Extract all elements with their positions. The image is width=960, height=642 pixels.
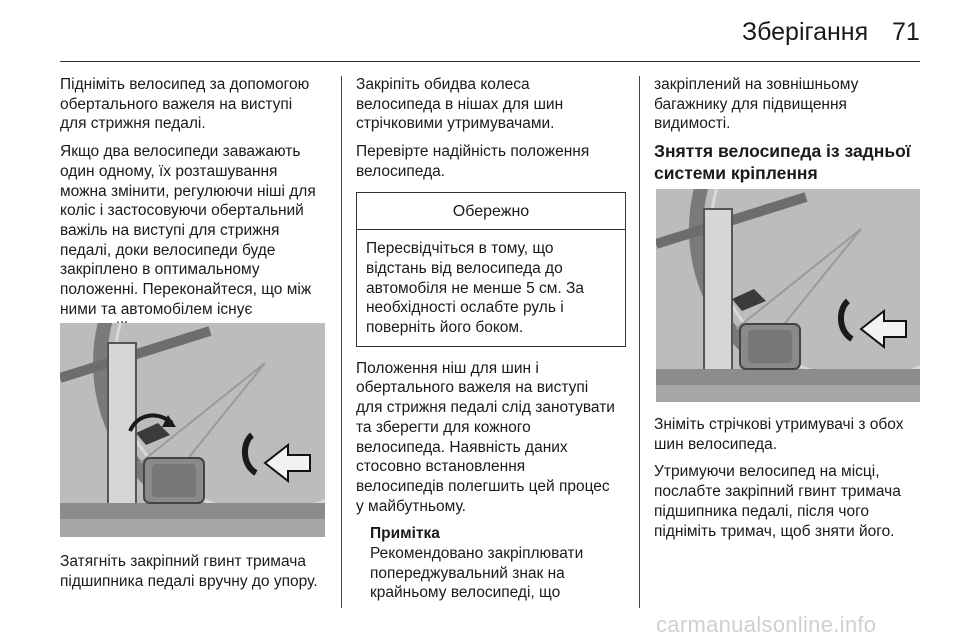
paragraph: закріплений на зовнішньому багажнику для підвищення видимості. bbox=[654, 76, 859, 133]
paragraph: Положення ніш для шин і обертального важеля на виступі для стрижня педалі слід занотувати та зберегти для кожного велосипеда. Наявність даних стосовно встановлення велосипедів полегшить цей процес у майбутньому. bbox=[356, 359, 615, 515]
header-rule bbox=[60, 61, 920, 62]
column-divider-right bbox=[639, 76, 640, 608]
column-1 bbox=[60, 75, 328, 347]
caution-box bbox=[356, 192, 626, 347]
paragraph: Перевірте надійність положення велосипеда. bbox=[356, 143, 590, 180]
column-3 bbox=[654, 75, 920, 198]
section-heading: Зняття велосипеда із задньої системи кріплення bbox=[654, 141, 911, 184]
bike-carrier-illustration-remove bbox=[656, 189, 920, 402]
paragraph: Підніміть велосипед за допомогою обертального важеля на виступі для стрижня педалі. bbox=[60, 76, 310, 133]
paragraph: Утримуючи велосипед на місці, послабте закріпний гвинт тримача підшипника педалі, після чого підніміть тримач, щоб зняти його. bbox=[654, 463, 901, 540]
paragraph: Закріпіть обидва колеса велосипеда в нішах для шин стрічковими утримувачами. bbox=[356, 76, 564, 133]
column-2 bbox=[356, 75, 626, 603]
page-number: 71 bbox=[892, 18, 920, 46]
caution-heading: Обережно bbox=[357, 193, 625, 231]
watermark: carmanualsonline.info bbox=[656, 612, 877, 637]
figure-caption: Затягніть закріпний гвинт тримача підшипника педалі вручну до упору. bbox=[60, 553, 318, 590]
column-3-lower bbox=[654, 415, 920, 549]
note-box: Примітка Рекомендовано закріплювати попереджувальний знак на крайньому велосипеді, що bbox=[356, 524, 626, 603]
caution-text: Пересвідчіться в тому, що відстань від велосипеда до автомобіля не менше 5 см. За необхідності ослабте руль і поверніть його боком. bbox=[366, 240, 585, 337]
page-header-title: Зберігання bbox=[742, 18, 869, 46]
bike-carrier-illustration-tighten bbox=[60, 323, 325, 537]
note-heading: Примітка bbox=[370, 525, 440, 543]
paragraph: Якщо два велосипеди заважають один одному, їх розташування можна змінити, регулюючи ніші для коліс і застосовуючи обертальний важіль на виступі для стрижня педалі, доки велосипеди буде закріплено в оптимальному положенні. Переконайтеся, що між ними та автомобілем існує bbox=[60, 143, 316, 318]
column-divider-left bbox=[341, 76, 342, 608]
paragraph: Зніміть стрічкові утримувачі з обох шин велосипеда. bbox=[654, 416, 904, 453]
